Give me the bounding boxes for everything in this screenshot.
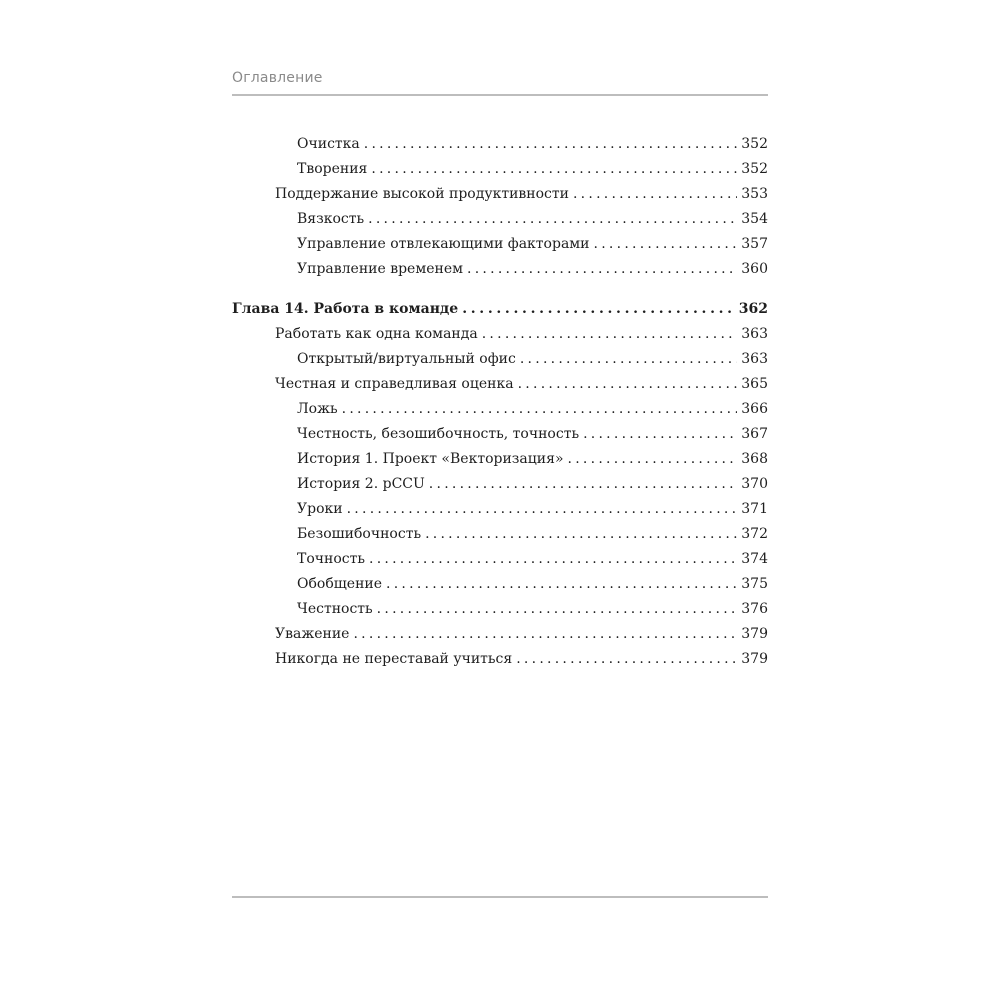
toc-entry-title: Честная и справедливая оценка (275, 376, 514, 392)
dot-leader (371, 157, 737, 182)
toc-entry-page: 362 (738, 301, 768, 317)
dot-leader (347, 497, 738, 522)
dot-leader (518, 372, 738, 397)
dot-leader (467, 257, 737, 282)
toc-entry-page: 366 (741, 401, 768, 417)
toc-entry[interactable] (232, 647, 768, 672)
toc-entry-title: Никогда не переставай учиться (275, 651, 513, 667)
toc-entry-title: История 2. pCCU (297, 476, 425, 492)
toc-entry-title: Поддержание высокой продуктивности (275, 186, 569, 202)
toc-entry-page: 374 (741, 551, 768, 567)
dot-leader (342, 397, 738, 422)
toc-entry[interactable] (232, 182, 768, 207)
toc-entry[interactable] (232, 232, 768, 257)
toc-entry[interactable] (232, 622, 768, 647)
toc-entry-title: Очистка (297, 136, 360, 152)
toc-entry-title: Вязкость (297, 211, 365, 227)
toc-entry-page: 379 (741, 651, 768, 667)
toc-entry-title: История 1. Проект «Векторизация» (297, 451, 564, 467)
toc-entry-title: Честность, безошибочность, точность (297, 426, 580, 442)
toc-entry-title: Управление временем (297, 261, 464, 277)
running-head: Оглавление (232, 70, 323, 86)
dot-leader (429, 472, 737, 497)
dot-leader (353, 622, 737, 647)
toc-entry[interactable] (232, 397, 768, 422)
toc-entry-page: 357 (741, 236, 768, 252)
dot-leader (573, 182, 737, 207)
toc-entry[interactable] (232, 207, 768, 232)
toc-entry-title: Открытый/виртуальный офис (297, 351, 516, 367)
toc-entry-title: Уважение (275, 626, 350, 642)
toc-entry-page: 375 (741, 576, 768, 592)
toc-entry-page: 367 (741, 426, 768, 442)
toc-entry[interactable] (232, 597, 768, 622)
toc-entry-page: 353 (741, 186, 768, 202)
toc-entry[interactable] (232, 497, 768, 522)
dot-leader (377, 597, 738, 622)
dot-leader (425, 522, 737, 547)
toc-entry-page: 352 (741, 136, 768, 152)
toc-entry[interactable] (232, 322, 768, 347)
toc-entry[interactable] (232, 132, 768, 157)
toc-entry-page: 376 (741, 601, 768, 617)
toc-entry[interactable] (232, 372, 768, 397)
toc-entry[interactable] (232, 522, 768, 547)
toc-entry-page: 368 (741, 451, 768, 467)
header-rule (232, 94, 768, 96)
dot-leader (369, 547, 737, 572)
toc-entry[interactable] (232, 347, 768, 372)
toc-entry-title: Управление отвлекающими факторами (297, 236, 590, 252)
toc-entry[interactable] (232, 157, 768, 182)
toc-entry-title: Творения (297, 161, 368, 177)
toc-entry-page: 363 (741, 351, 768, 367)
toc-entry-title: Глава 14. Работа в команде (232, 301, 459, 317)
toc-entry-page: 372 (741, 526, 768, 542)
toc-entry-title: Уроки (297, 501, 343, 517)
dot-leader (386, 572, 737, 597)
toc-chapter-entry[interactable] (232, 297, 768, 322)
dot-leader (520, 347, 737, 372)
toc-entry-page: 363 (741, 326, 768, 342)
dot-leader (482, 322, 738, 347)
toc-entry-title: Ложь (297, 401, 338, 417)
toc-entry-page: 360 (741, 261, 768, 277)
dot-leader (583, 422, 737, 447)
dot-leader (516, 647, 737, 672)
dot-leader (368, 207, 737, 232)
toc-entry-title: Точность (297, 551, 365, 567)
toc-entry[interactable] (232, 422, 768, 447)
toc-entry-title: Обобщение (297, 576, 383, 592)
toc-entry-page: 354 (741, 211, 768, 227)
dot-leader (568, 447, 738, 472)
dot-leader (462, 297, 735, 322)
toc-entry[interactable] (232, 472, 768, 497)
toc-entry-page: 371 (741, 501, 768, 517)
toc-entry-page: 365 (741, 376, 768, 392)
dot-leader (594, 232, 738, 257)
dot-leader (364, 132, 738, 157)
toc-entry-page: 352 (741, 161, 768, 177)
toc-entry-title: Честность (297, 601, 373, 617)
toc-entry-page: 370 (741, 476, 768, 492)
footer-rule (232, 896, 768, 898)
table-of-contents (232, 132, 768, 672)
toc-entry-page: 379 (741, 626, 768, 642)
toc-entry[interactable] (232, 547, 768, 572)
toc-entry-title: Работать как одна команда (275, 326, 478, 342)
toc-entry[interactable] (232, 447, 768, 472)
toc-entry-title: Безошибочность (297, 526, 422, 542)
toc-entry[interactable] (232, 572, 768, 597)
toc-entry[interactable] (232, 257, 768, 282)
